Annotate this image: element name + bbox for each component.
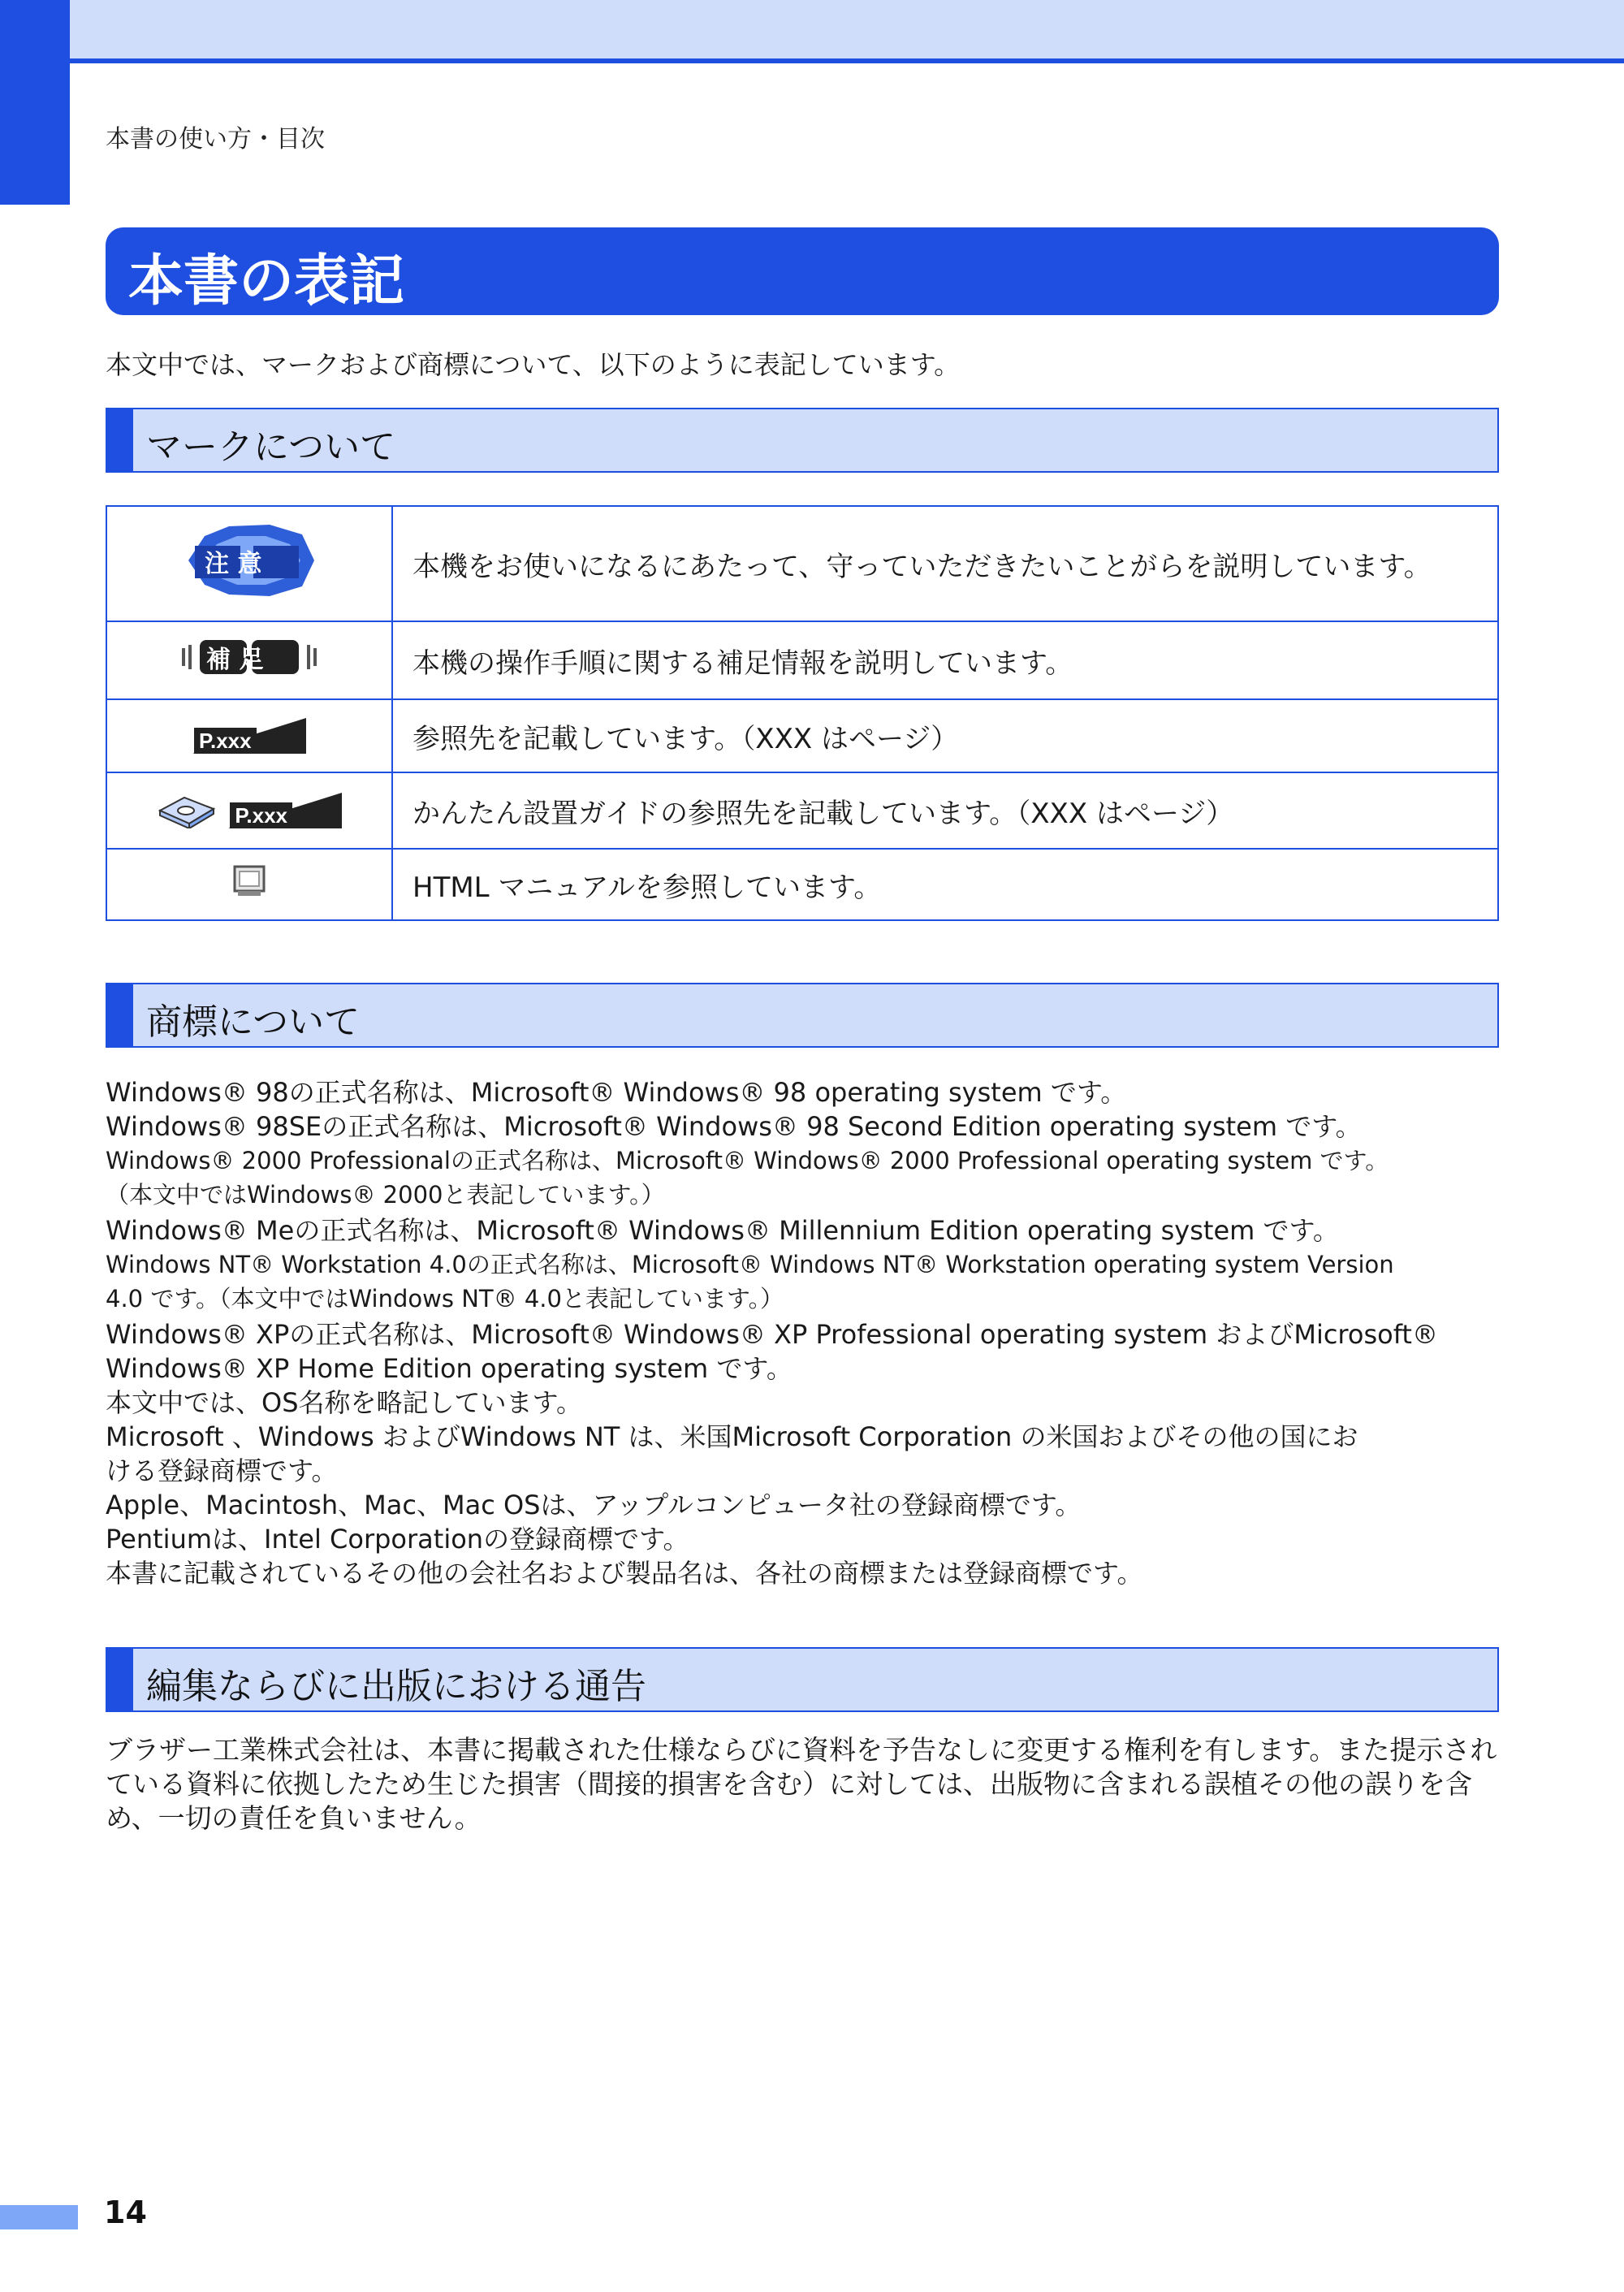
- mark-icon-cell: [106, 849, 392, 920]
- setup-guide-ref-label: P.xxx: [230, 802, 292, 828]
- trademark-line: Windows® 2000 Professionalの正式名称は、Microsoft® Windows® 2000 Professional operating system です。: [106, 1147, 1389, 1174]
- trademark-line: ける登録商標です。: [106, 1455, 338, 1486]
- section-header-marks: [106, 408, 1499, 473]
- trademark-line: Windows® 98の正式名称は、Microsoft® Windows® 98 operating system です。: [106, 1077, 1127, 1108]
- mark-desc: かんたん設置ガイドの参照先を記載しています。（XXX はページ）: [392, 772, 1498, 849]
- table-row: [106, 699, 1498, 772]
- marks-table: [106, 505, 1499, 921]
- caution-label: 注 意: [205, 549, 262, 578]
- caution-icon: [180, 520, 318, 601]
- trademark-line: Pentiumは、Intel Corporationの登録商標です。: [106, 1524, 689, 1555]
- section-title: 編集ならびに出版における通告: [146, 1666, 646, 1707]
- mark-icon-cell: [106, 506, 392, 621]
- top-band: [0, 0, 1624, 60]
- mark-desc: 参照先を記載しています。（XXX はページ）: [392, 699, 1498, 772]
- page-number: 14: [104, 2195, 147, 2230]
- section-title: 商標について: [146, 1001, 361, 1043]
- trademark-line: 本文中では、OS名称を略記しています。: [106, 1387, 582, 1418]
- page-title-box: [106, 227, 1499, 315]
- trademark-line: 本書に記載されているその他の会社名および製品名は、各社の商標または登録商標です。: [106, 1558, 1143, 1589]
- section-bar: [107, 1649, 133, 1710]
- setup-guide-ref-icon: [228, 793, 342, 828]
- html-manual-icon: [231, 863, 267, 899]
- section-bar: [107, 984, 133, 1046]
- intro-text: 本文中では、マークおよび商標について、以下のように表記しています。: [106, 349, 961, 380]
- mark-icon-cell: [106, 772, 392, 849]
- notice-text: ブラザー工業株式会社は、本書に掲載された仕様ならびに資料を予告なしに変更する権利を有します。また提示されている資料に依拠したため生じた損害（間接的損害を含む）に対しては、出版物に含まれる誤植その他の誤りを含め、一切の責任を負いません。: [106, 1734, 1497, 1834]
- mark-desc: 本機の操作手順に関する補足情報を説明しています。: [392, 621, 1498, 699]
- trademark-line: Windows NT® Workstation 4.0の正式名称は、Microsoft® Windows NT® Workstation operating system Version: [106, 1251, 1394, 1278]
- chapter-tab: [0, 0, 70, 205]
- trademark-line: Windows® XP Home Edition operating system です。: [106, 1353, 793, 1384]
- setup-guide-book-icon: [157, 793, 217, 828]
- trademark-line: Microsoft 、Windows およびWindows NT は、米国Microsoft Corporation の米国およびその他の国にお: [106, 1421, 1358, 1452]
- trademark-line: Windows® 98SEの正式名称は、Microsoft® Windows® 98 Second Edition operating system です。: [106, 1111, 1362, 1142]
- breadcrumb: 本書の使い方・目次: [106, 125, 325, 154]
- section-header-trademarks: [106, 983, 1499, 1048]
- table-row: [106, 849, 1498, 920]
- mark-icon-cell: [106, 699, 392, 772]
- mark-desc: 本機をお使いになるにあたって、守っていただきたいことがらを説明しています。: [392, 506, 1498, 621]
- page-ref-label: P.xxx: [194, 728, 257, 754]
- supplement-icon: [180, 637, 318, 677]
- top-rule: [0, 58, 1624, 63]
- table-row: [106, 772, 1498, 849]
- section-bar: [107, 409, 133, 471]
- mark-desc: HTML マニュアルを参照しています。: [392, 849, 1498, 920]
- trademark-line: （本文中ではWindows® 2000と表記しています。）: [106, 1181, 665, 1209]
- page-ref-icon: [192, 718, 306, 754]
- footer-bar: [0, 2205, 78, 2229]
- section-header-notice: [106, 1647, 1499, 1712]
- supplement-label: 補 足: [206, 645, 264, 674]
- trademark-line: Windows® Meの正式名称は、Microsoft® Windows® Millennium Edition operating system です。: [106, 1215, 1339, 1246]
- trademark-line: Windows® XPの正式名称は、Microsoft® Windows® XP Professional operating system およびMicrosoft®: [106, 1319, 1438, 1350]
- trademark-line: 4.0 です。（本文中ではWindows NT® 4.0と表記しています。）: [106, 1285, 784, 1312]
- trademark-line: Apple、Macintosh、Mac、Mac OSは、アップルコンピュータ社の登録商標です。: [106, 1490, 1082, 1520]
- mark-icon-cell: [106, 621, 392, 699]
- table-row: [106, 506, 1498, 621]
- section-title: マークについて: [146, 426, 396, 468]
- page-title: 本書の表記: [128, 249, 405, 314]
- table-row: [106, 621, 1498, 699]
